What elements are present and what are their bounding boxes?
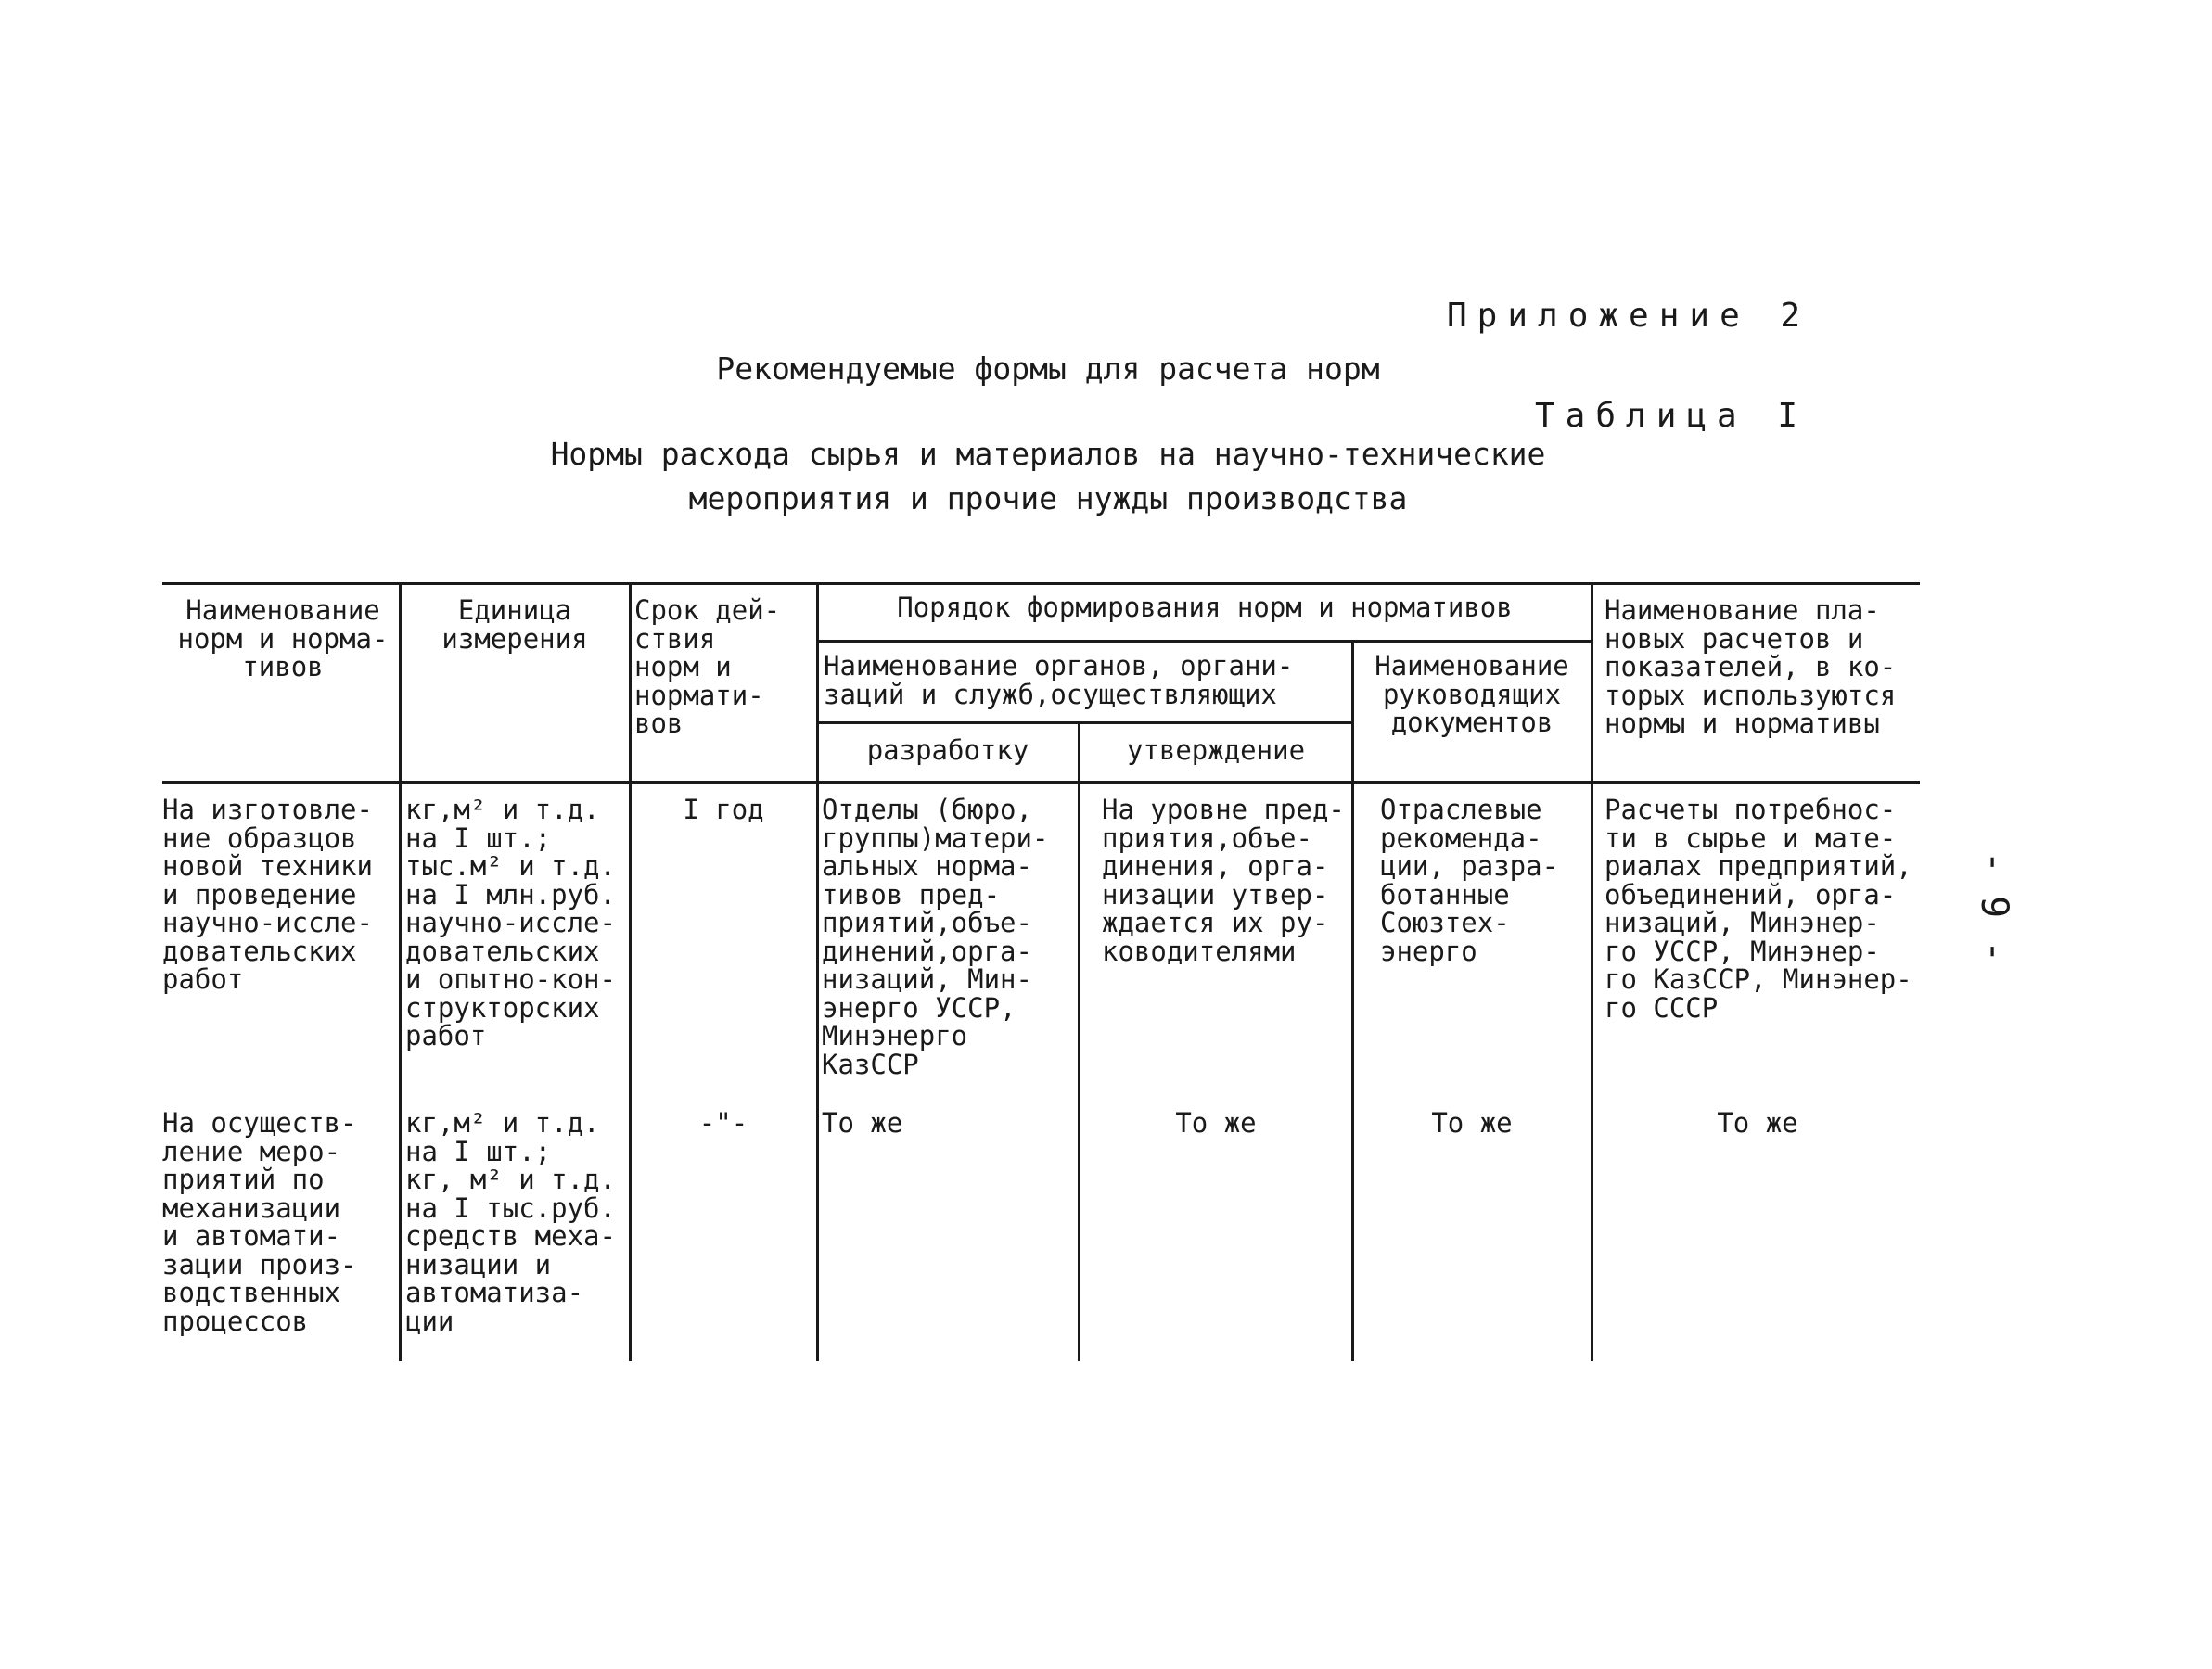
row2-norm-name: На осуществ- ление меро- приятий по механизации и автомати- зации произ- водственных процессов	[162, 1107, 357, 1337]
table-title-line2: мероприятия и прочие нужды производства	[688, 480, 1408, 516]
column-divider-3	[816, 582, 819, 1361]
table-label: Таблица I	[1535, 397, 1809, 435]
appendix-label: Приложение 2	[1447, 297, 1811, 335]
column-divider-4	[1078, 721, 1080, 1361]
header-bottom-border	[162, 781, 1920, 784]
table-title-line1: Нормы расхода сырья и материалов на научно-технические	[550, 436, 1546, 472]
row1-calculations: Расчеты потребнос- ти в сырье и мате- риалах предприятий, объединений, орга- низаций, Минэнер- го УССР, Минэнер- го КазССР, Минэнер- го СССР	[1605, 794, 1912, 1024]
row1-development: Отделы (бюро, группы)матери- альных норма- тивов пред- приятий,объе- динений,орга- низаций, Мин- энерго УССР, Минэнерго КазССР	[822, 794, 1049, 1080]
column-divider-5	[1351, 640, 1354, 1361]
subgroup-header-underline	[818, 721, 1351, 724]
row2-documents: То же	[1431, 1107, 1513, 1139]
row1-documents: Отраслевые рекоменда- ции, разра- ботанные Союзтех- энерго	[1380, 794, 1559, 967]
forms-subtitle: Рекомендуемые формы для расчета норм	[716, 350, 1380, 387]
table-top-border	[162, 582, 1920, 585]
header-norm-name: Наименование норм и норма- тивов	[177, 594, 389, 682]
header-formation-order: Порядок формирования норм и нормативов	[897, 592, 1513, 623]
row2-term: -"-	[698, 1107, 748, 1139]
page-number: - 9 -	[1973, 850, 2015, 963]
row2-approval: То же	[1175, 1107, 1257, 1139]
group-header-underline	[818, 640, 1591, 643]
row1-norm-name: На изготовле- ние образцов новой техники и проведение научно-иссле- довательских работ	[162, 794, 373, 995]
header-organizations: Наименование органов, органи- заций и служб,осуществляющих	[824, 650, 1294, 710]
header-guiding-documents: Наименование руководящих документов	[1375, 650, 1569, 738]
header-approval: утверждение	[1126, 734, 1306, 766]
row2-unit: кг,м² и т.д. на I шт.; кг, м² и т.д. на I тыс.руб. средств меха- низации и автоматиза- ции	[405, 1107, 616, 1337]
row1-approval: На уровне пред- приятия,объе- динения, орга- низации утвер- ждается их ру- ководителями	[1102, 794, 1345, 967]
row1-term: I год	[683, 794, 764, 825]
row2-calculations: То же	[1717, 1107, 1798, 1139]
header-unit: Единица измерения	[441, 594, 588, 655]
header-validity-term: Срок дей- ствия норм и нормати- вов	[634, 594, 781, 739]
header-development: разработку	[866, 734, 1029, 766]
column-divider-1	[399, 582, 402, 1361]
header-planned-calculations: Наименование пла- новых расчетов и показателей, в ко- торых используются нормы и нормативы	[1605, 594, 1897, 739]
row1-unit: кг,м² и т.д. на I шт.; тыс.м² и т.д. на I млн.руб. научно-иссле- довательских и опытно-кон- структорских работ	[405, 794, 616, 1051]
column-divider-2	[629, 582, 632, 1361]
row2-development: То же	[822, 1107, 903, 1139]
column-divider-6	[1591, 582, 1593, 1361]
